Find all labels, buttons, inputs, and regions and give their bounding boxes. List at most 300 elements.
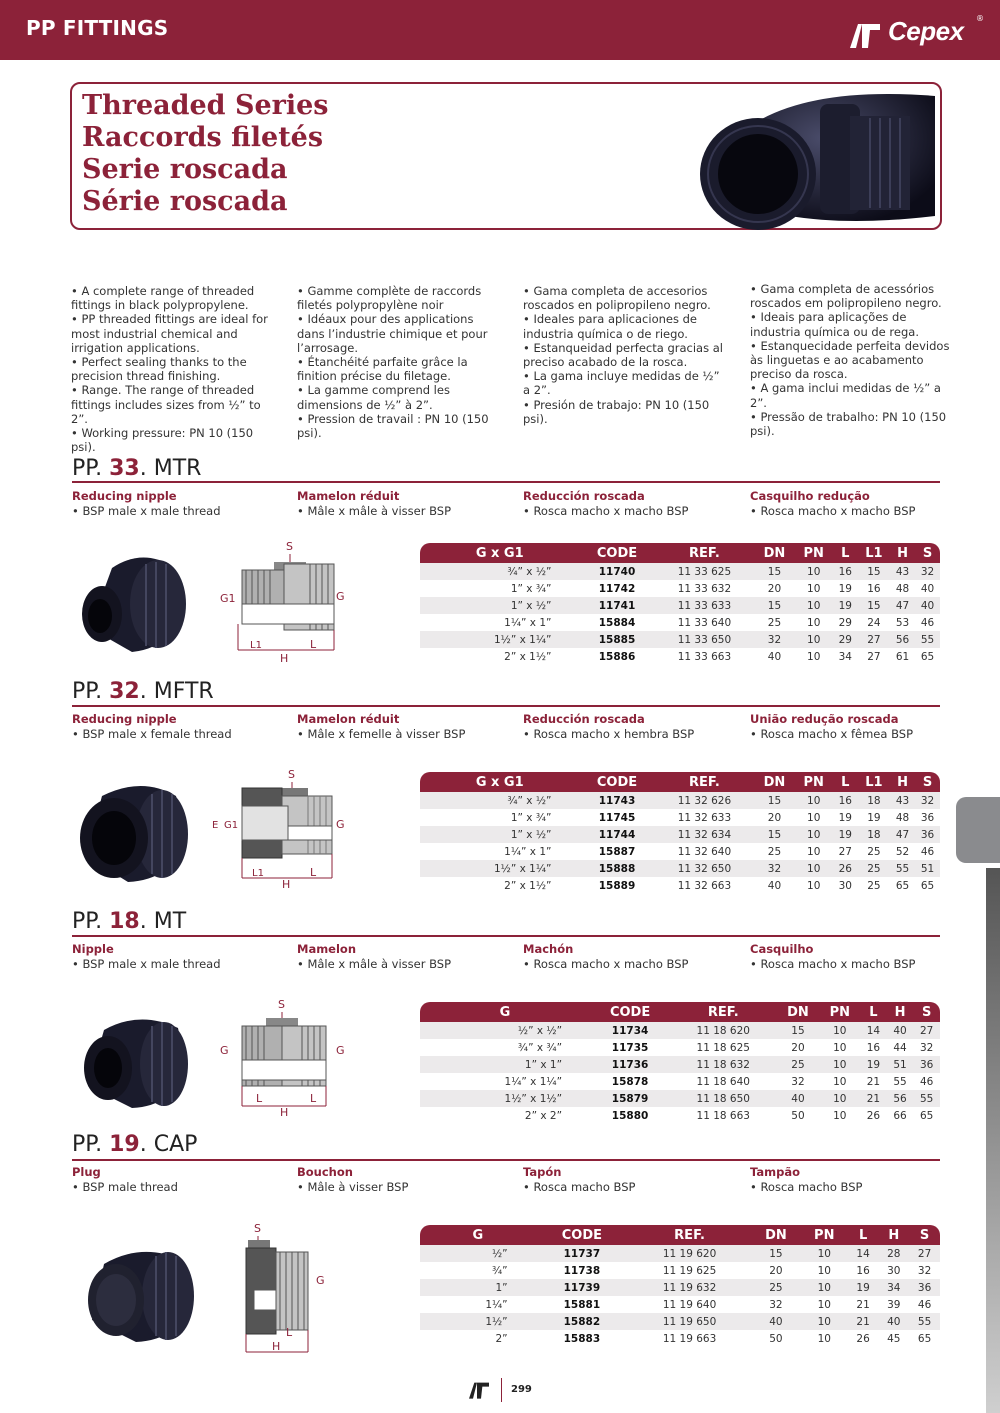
table-cell: 11 19 620 <box>628 1245 751 1262</box>
table-cell: 11 32 640 <box>677 845 732 858</box>
table-cell: 34 <box>838 650 852 663</box>
table-cell: ¾” x ¾” <box>517 1041 563 1054</box>
table-cell: 2” x 1½” <box>504 879 552 892</box>
table-cell: 19 <box>833 597 858 614</box>
cepex-logo-icon <box>848 20 882 50</box>
table-cell: 11743 <box>579 792 654 809</box>
table-header-cell: REF. <box>670 1002 776 1022</box>
lang-es <box>523 712 733 742</box>
lang-es <box>523 942 733 972</box>
table-cell: 32 <box>919 1041 934 1054</box>
table-cell: 11 33 633 <box>655 597 755 614</box>
table-cell: 10 <box>795 597 833 614</box>
table-cell: 56 <box>887 1090 914 1107</box>
table-cell: 10 <box>807 845 821 858</box>
table-cell: 15 <box>754 563 794 580</box>
section-rule <box>72 1159 940 1161</box>
lang-name: Mamelon <box>297 942 357 956</box>
table-cell: 34 <box>878 1279 909 1296</box>
footer-divider <box>501 1378 502 1402</box>
table-cell: 29 <box>838 616 852 629</box>
table-cell: 15884 <box>598 616 636 629</box>
table-header-cell: REF. <box>655 543 755 563</box>
label-l: L <box>310 638 317 651</box>
table-cell: 40 <box>887 1022 914 1039</box>
table-header-cell: L <box>833 543 858 563</box>
table-cell: 27 <box>838 845 852 858</box>
table-row <box>420 580 940 597</box>
table-header-cell: DN <box>754 772 794 792</box>
table-header-cell: H <box>890 543 915 563</box>
spec-table-pp18 <box>420 1002 940 1124</box>
table-cell: 18 <box>858 792 890 809</box>
intro-text-en <box>71 284 271 454</box>
table-cell: 10 <box>817 1332 831 1345</box>
table-cell: 10 <box>833 1075 847 1088</box>
table-cell: 1¼” x 1¼” <box>504 1075 563 1088</box>
lang-fr <box>297 1165 507 1195</box>
table-cell: 40 <box>920 582 935 595</box>
table-row <box>420 597 940 614</box>
table-cell: 1” x ½” <box>420 597 579 614</box>
section-title-pp18: PP. 18. MT <box>72 909 187 934</box>
section-title-pp33: PP. 33. MTR <box>72 456 202 481</box>
table-header-cell: PN <box>795 543 833 563</box>
table-header-cell: G <box>420 1225 536 1245</box>
table-cell: 25 <box>858 860 890 877</box>
section-title-pp19: PP. 19. CAP <box>72 1132 198 1157</box>
table-cell: 10 <box>833 1109 847 1122</box>
table-cell: 56 <box>890 631 915 648</box>
side-strip <box>986 868 1000 1413</box>
table-cell: 27 <box>909 1245 940 1262</box>
table-cell: 10 <box>807 650 821 663</box>
lang-name: Casquilho <box>750 942 814 956</box>
section-rule <box>72 705 940 707</box>
lang-name: Mamelon réduit <box>297 489 400 503</box>
table-row <box>420 631 940 648</box>
table-cell: 11 33 640 <box>677 616 732 629</box>
table-cell: 1¼” <box>485 1298 508 1311</box>
table-cell: 16 <box>833 563 858 580</box>
table-cell: 51 <box>915 860 940 877</box>
threaded-fitting-photo <box>690 86 935 236</box>
table-cell: 11 32 626 <box>655 792 755 809</box>
table-cell: 11 19 640 <box>662 1298 717 1311</box>
table-cell: 10 <box>817 1264 831 1277</box>
label-l-right: L <box>310 1092 317 1105</box>
table-cell: 11 19 650 <box>628 1313 751 1330</box>
table-cell: 28 <box>878 1245 909 1262</box>
table-cell: 40 <box>878 1313 909 1330</box>
lang-desc: • BSP male thread <box>72 1180 178 1194</box>
lang-desc: • Mâle x femelle à visser BSP <box>297 727 466 741</box>
table-cell: 15880 <box>611 1109 649 1122</box>
section-suffix: CAP <box>153 1132 198 1157</box>
table-cell: 11735 <box>611 1041 649 1054</box>
table-cell: 11741 <box>579 597 654 614</box>
table-cell: 11734 <box>590 1022 670 1039</box>
table-cell: 10 <box>801 1313 848 1330</box>
section-suffix: MT <box>153 909 187 934</box>
lang-name: Bouchon <box>297 1165 353 1179</box>
table-cell: 32 <box>769 1298 783 1311</box>
spec-table-pp33 <box>420 543 940 665</box>
table-cell: 43 <box>890 563 915 580</box>
table-cell: 20 <box>769 1264 783 1277</box>
table-cell: 11745 <box>598 811 636 824</box>
table-cell: 46 <box>920 616 935 629</box>
table-cell: 48 <box>895 811 910 824</box>
section-number: 19 <box>109 1132 140 1157</box>
table-cell: 15879 <box>590 1090 670 1107</box>
table-cell: 52 <box>895 845 910 858</box>
table-cell: 48 <box>895 582 910 595</box>
lang-desc: • Rosca macho BSP <box>750 1180 863 1194</box>
registered-mark: ® <box>976 14 984 23</box>
lang-desc: • BSP male x female thread <box>72 727 232 741</box>
label-g1: G1 <box>220 592 236 605</box>
table-cell: 15 <box>754 792 794 809</box>
table-cell: 11 18 650 <box>670 1090 776 1107</box>
table-cell: 10 <box>795 631 833 648</box>
table-cell: 27 <box>867 650 881 663</box>
table-cell: 65 <box>917 1332 932 1345</box>
table-row <box>420 1022 940 1039</box>
side-tab <box>956 797 1000 863</box>
series-title-fr: Raccords filetés <box>82 122 324 153</box>
table-cell: 11739 <box>536 1279 629 1296</box>
label-s: S <box>278 998 285 1011</box>
table-cell: 10 <box>820 1022 861 1039</box>
table-cell: 11 32 663 <box>677 879 732 892</box>
table-cell: 10 <box>795 792 833 809</box>
lang-desc: • Mâle x mâle à visser BSP <box>297 504 452 518</box>
table-cell: 10 <box>820 1090 861 1107</box>
table-cell: 10 <box>795 860 833 877</box>
lang-name: Machón <box>523 942 574 956</box>
table-cell: 47 <box>890 597 915 614</box>
table-header-row <box>420 543 940 563</box>
table-cell: 15 <box>858 563 890 580</box>
table-header-cell: L <box>833 772 858 792</box>
label-l: L <box>310 866 317 879</box>
table-cell: 36 <box>920 811 935 824</box>
lang-en <box>72 942 282 972</box>
table-row <box>420 860 940 877</box>
label-s: S <box>254 1222 261 1235</box>
table-cell: 11744 <box>579 826 654 843</box>
table-cell: 11 32 633 <box>677 811 732 824</box>
table-header-cell: REF. <box>655 772 755 792</box>
table-row <box>420 792 940 809</box>
lang-name: Tapón <box>523 1165 562 1179</box>
male-female-nipple-drawing <box>212 766 354 894</box>
table-header-cell: S <box>915 772 940 792</box>
table-cell: 10 <box>817 1298 831 1311</box>
spec-table-pp19 <box>420 1225 940 1347</box>
section-suffix: MTR <box>153 456 202 481</box>
lang-fr <box>297 489 507 519</box>
intro-en-content: • A complete range of threaded fittings in black polypropylene. • PP threaded fittings are ideal for most industrial chemical and irrigation applications. • Perfect sealing thanks to the precision thread finishing. • Range. The range of threaded fittings includes sizes from ½” to 2”. • Working pressure: PN 10 (150 psi). <box>71 284 268 455</box>
table-cell: 11 18 640 <box>696 1075 750 1088</box>
table-cell: 18 <box>858 826 890 843</box>
cap-drawing <box>236 1218 346 1358</box>
intro-fr-content: • Gamme complète de raccords filetés polypropylène noir • Idéaux pour des applications dans l’industrie chimique et pour l’arrosage. • Étanchéité parfaite grâce la finition précise du filetage. • La gamme comprend les dimensions de ½” à 2”. • Pression de travail : PN 10 (150 psi). <box>297 284 489 441</box>
table-cell: 32 <box>915 792 940 809</box>
lang-desc: • BSP male x male thread <box>72 957 221 971</box>
table-cell: 65 <box>919 1109 934 1122</box>
table-cell: 25 <box>767 845 782 858</box>
table-cell: 46 <box>917 1298 932 1311</box>
top-banner <box>0 0 1000 60</box>
table-header-cell: PN <box>795 772 833 792</box>
table-cell: 19 <box>833 826 858 843</box>
lang-desc: • Mâle x mâle à visser BSP <box>297 957 452 971</box>
table-row <box>420 1090 940 1107</box>
intro-text-es <box>523 284 723 426</box>
table-row <box>420 1279 940 1296</box>
series-title-en: Threaded Series <box>82 90 329 121</box>
table-cell: 15881 <box>563 1298 601 1311</box>
lang-name: Reducción roscada <box>523 712 645 726</box>
table-cell: 32 <box>754 860 794 877</box>
lang-desc: • Mâle à visser BSP <box>297 1180 409 1194</box>
lang-desc: • Rosca macho x macho BSP <box>523 504 689 518</box>
table-cell: 14 <box>860 1022 887 1039</box>
table-cell: 15 <box>776 1022 819 1039</box>
table-header-cell: S <box>909 1225 940 1245</box>
table-header-cell: CODE <box>536 1225 629 1245</box>
table-row <box>420 843 940 860</box>
lang-pt <box>750 489 960 519</box>
lang-en <box>72 489 282 519</box>
table-cell: 11 18 625 <box>696 1041 750 1054</box>
table-cell: 2” <box>495 1332 508 1345</box>
table-cell: 43 <box>890 792 915 809</box>
table-cell: 10 <box>820 1056 861 1073</box>
lang-en <box>72 712 282 742</box>
series-title-pt: Série roscada <box>82 186 288 217</box>
table-cell: 10 <box>795 563 833 580</box>
male-female-nipple-photo <box>72 776 192 886</box>
lang-desc: • Rosca macho x macho BSP <box>750 504 916 518</box>
footer-logo-icon <box>466 1380 492 1400</box>
table-cell: 11 18 663 <box>696 1109 750 1122</box>
table-header-cell: L <box>860 1002 887 1022</box>
lang-fr <box>297 712 507 742</box>
section-title-pp32: PP. 32. MFTR <box>72 679 214 704</box>
section-number: 18 <box>109 909 140 934</box>
table-cell: 20 <box>767 811 782 824</box>
table-cell: 40 <box>767 879 782 892</box>
label-g1: G1 <box>224 820 239 831</box>
table-row <box>420 1262 940 1279</box>
table-cell: 65 <box>920 879 935 892</box>
table-cell: 25 <box>776 1056 819 1073</box>
table-row <box>420 1056 940 1073</box>
table-row <box>420 1245 940 1262</box>
label-s: S <box>286 540 293 553</box>
section-prefix: PP. <box>72 456 103 481</box>
table-cell: 39 <box>887 1298 901 1311</box>
lang-desc: • BSP male x male thread <box>72 504 221 518</box>
table-row <box>420 1296 940 1313</box>
lang-name: Reducing nipple <box>72 712 177 726</box>
table-cell: 25 <box>867 879 881 892</box>
table-cell: 15886 <box>598 650 636 663</box>
table-row <box>420 1073 940 1090</box>
table-cell: 10 <box>807 811 821 824</box>
table-cell: 15878 <box>611 1075 649 1088</box>
lang-name: Plug <box>72 1165 101 1179</box>
label-h: H <box>280 652 289 665</box>
table-cell: 26 <box>833 860 858 877</box>
table-header-row <box>420 772 940 792</box>
table-cell: 1” x ½” <box>420 826 579 843</box>
table-cell: 15883 <box>563 1332 601 1345</box>
table-cell: 16 <box>833 792 858 809</box>
table-cell: 11 32 650 <box>655 860 755 877</box>
intro-text-fr <box>297 284 497 440</box>
table-cell: 10 <box>807 582 821 595</box>
series-title-es: Serie roscada <box>82 154 288 185</box>
lang-name: Mamelon réduit <box>297 712 400 726</box>
table-cell: 32 <box>917 1264 932 1277</box>
label-l: L <box>286 1326 293 1339</box>
table-cell: 53 <box>895 616 910 629</box>
table-row <box>420 563 940 580</box>
table-cell: 40 <box>915 597 940 614</box>
table-cell: 46 <box>920 845 935 858</box>
table-cell: 30 <box>838 879 852 892</box>
lang-fr <box>297 942 507 972</box>
table-cell: 11742 <box>598 582 636 595</box>
table-cell: 19 <box>860 1056 887 1073</box>
table-cell: 15882 <box>536 1313 629 1330</box>
table-cell: 11 19 663 <box>662 1332 717 1345</box>
table-header-cell: CODE <box>590 1002 670 1022</box>
lang-name: Tampão <box>750 1165 800 1179</box>
lang-pt <box>750 942 960 972</box>
reducing-nipple-drawing <box>214 538 354 666</box>
label-g: G <box>336 818 345 831</box>
lang-name: Reducing nipple <box>72 489 177 503</box>
table-header-cell: L1 <box>858 543 890 563</box>
table-cell: 65 <box>895 879 910 892</box>
table-cell: 11 33 663 <box>677 650 732 663</box>
lang-name: União redução roscada <box>750 712 899 726</box>
table-cell: 55 <box>890 860 915 877</box>
table-cell: 2” x 1½” <box>504 650 552 663</box>
table-cell: 32 <box>915 563 940 580</box>
table-header-cell: H <box>887 1002 914 1022</box>
lang-es <box>523 1165 733 1195</box>
table-row <box>420 809 940 826</box>
table-header-cell: PN <box>820 1002 861 1022</box>
table-cell: 1¼” x 1” <box>504 845 552 858</box>
table-cell: ¾” x ½” <box>420 563 579 580</box>
table-cell: 1½” x 1¼” <box>420 631 579 648</box>
page-number: 299 <box>511 1384 532 1395</box>
label-h: H <box>282 878 291 891</box>
lang-name: Nipple <box>72 942 114 956</box>
table-cell: 36 <box>913 1056 940 1073</box>
table-cell: 50 <box>769 1332 783 1345</box>
table-header-cell: L1 <box>858 772 890 792</box>
table-cell: 45 <box>887 1332 901 1345</box>
lang-name: Casquilho redução <box>750 489 870 503</box>
lang-pt <box>750 712 960 742</box>
label-l-left: L <box>256 1092 263 1105</box>
table-cell: 65 <box>920 650 935 663</box>
lang-en <box>72 1165 282 1195</box>
table-cell: 10 <box>795 826 833 843</box>
cap-photo <box>80 1238 198 1346</box>
section-number: 33 <box>109 456 140 481</box>
table-cell: 11738 <box>563 1264 601 1277</box>
table-header-cell: S <box>915 543 940 563</box>
label-s: S <box>288 768 295 781</box>
table-cell: 1” x 1” <box>420 1056 590 1073</box>
table-cell: 16 <box>866 1041 881 1054</box>
table-cell: 25 <box>867 845 881 858</box>
table-cell: 11740 <box>579 563 654 580</box>
table-cell: 10 <box>833 1041 847 1054</box>
table-cell: 20 <box>767 582 782 595</box>
table-row <box>420 1330 940 1347</box>
table-cell: 46 <box>919 1075 934 1088</box>
table-row <box>420 1313 940 1330</box>
label-g-right: G <box>336 1044 345 1057</box>
nipple-photo <box>74 1008 192 1112</box>
intro-es-content: • Gama completa de accesorios roscados en polipropileno negro. • Ideales para aplicaciones de industria química o de riego. • Estanqueidad perfecta gracias al preciso acabado de la rosca. • La gama incluye medidas de ½” a 2”. • Presión de trabajo: PN 10 (150 psi). <box>523 284 723 426</box>
table-cell: 11 19 632 <box>628 1279 751 1296</box>
table-cell: 25 <box>767 616 782 629</box>
table-header-cell: H <box>878 1225 909 1245</box>
table-cell: 11 33 625 <box>655 563 755 580</box>
intro-text-pt <box>750 282 950 438</box>
table-header-cell: G x G1 <box>420 543 579 563</box>
table-header-cell: REF. <box>628 1225 751 1245</box>
table-cell: 19 <box>867 811 881 824</box>
table-cell: 15885 <box>579 631 654 648</box>
table-header-cell: G <box>420 1002 590 1022</box>
table-cell: 1” <box>420 1279 536 1296</box>
table-cell: 11 33 650 <box>655 631 755 648</box>
table-cell: 15 <box>754 826 794 843</box>
lang-desc: • Rosca macho BSP <box>523 1180 636 1194</box>
cepex-logo <box>848 14 984 50</box>
section-rule <box>72 481 940 483</box>
table-cell: 11 18 632 <box>670 1056 776 1073</box>
label-l1: L1 <box>250 640 262 651</box>
table-header-cell: PN <box>801 1225 848 1245</box>
lang-desc: • Rosca macho x macho BSP <box>750 957 916 971</box>
lang-pt <box>750 1165 960 1195</box>
table-cell: 55 <box>909 1313 940 1330</box>
table-cell: 1” x ¾” <box>510 811 552 824</box>
table-cell: 51 <box>887 1056 914 1073</box>
table-cell: 32 <box>754 631 794 648</box>
table-cell: 15887 <box>598 845 636 858</box>
lang-desc: • Rosca macho x macho BSP <box>523 957 689 971</box>
table-cell: 66 <box>893 1109 907 1122</box>
table-header-cell: CODE <box>579 543 654 563</box>
table-header-cell: DN <box>776 1002 819 1022</box>
table-header-cell: S <box>913 1002 940 1022</box>
table-cell: 36 <box>915 826 940 843</box>
